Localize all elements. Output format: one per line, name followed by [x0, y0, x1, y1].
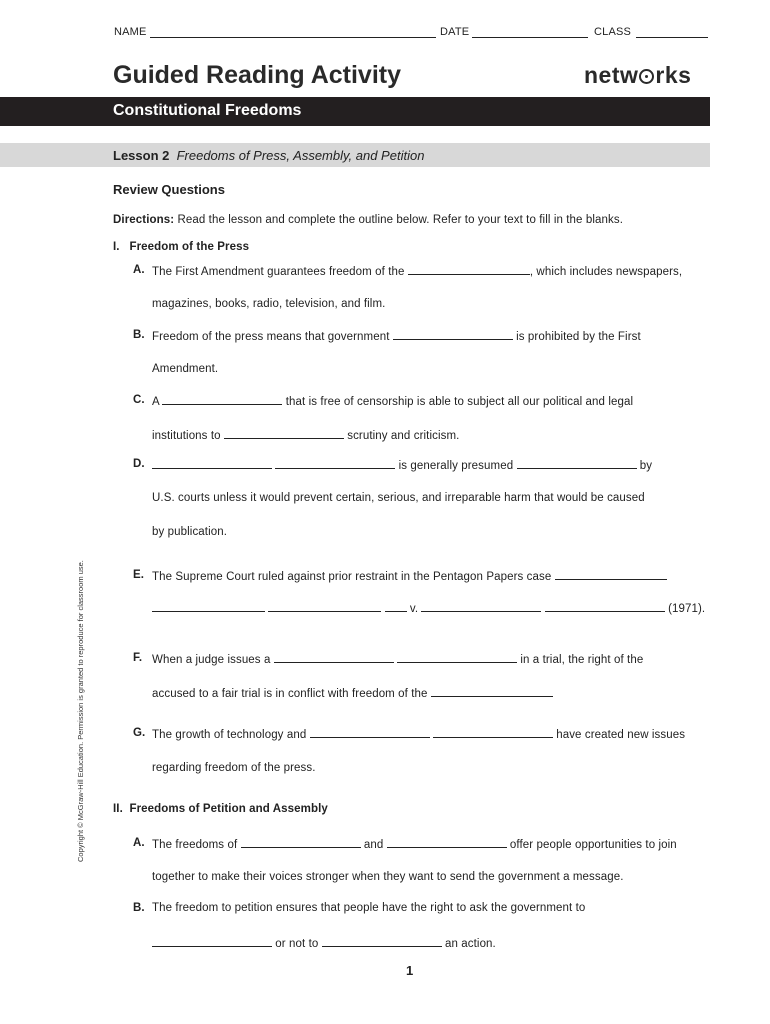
item-1c-text-1: A: [152, 396, 160, 408]
item-2a-text-3: offer people opportunities to join: [509, 839, 677, 851]
item-1g-text-2: have created new issues: [556, 729, 686, 741]
item-1g-text-1: The growth of technology and: [152, 729, 307, 741]
blank[interactable]: [408, 264, 530, 275]
item-1f-text-3: accused to a fair trial is in conflict with freedom of the: [152, 688, 428, 700]
blank[interactable]: [152, 458, 272, 469]
blank[interactable]: [224, 428, 344, 439]
blank[interactable]: [393, 329, 513, 340]
blank[interactable]: [152, 601, 265, 612]
item-2a-line-1: [152, 837, 677, 851]
chapter-banner: [0, 97, 710, 126]
blank[interactable]: [421, 601, 541, 612]
item-1d-line-2: U.S. courts unless it would prevent certain, serious, and irreparable harm that would be caused: [152, 492, 645, 504]
item-letter-g: G.: [133, 727, 146, 739]
item-1b-line-2: Amendment.: [152, 363, 219, 375]
logo-prefix: netw: [584, 62, 639, 88]
item-2b-text-1: or not to: [275, 938, 319, 950]
item-1b-text-1: Freedom of the press means that government: [152, 331, 390, 343]
chapter-title: Constitutional Freedoms: [113, 102, 302, 119]
date-label: DATE: [440, 26, 470, 38]
item-1a-text-1: The First Amendment guarantees freedom of the: [152, 266, 405, 278]
blank[interactable]: [433, 727, 553, 738]
item-2a-text-2: and: [363, 839, 384, 851]
lesson-label: Lesson 2: [113, 148, 170, 163]
item-1b-text-2: is prohibited by the First: [516, 331, 641, 343]
item-1c-text-2: that is free of censorship is able to subject all our political and legal: [285, 396, 634, 408]
item-1f-line-2: [152, 686, 553, 700]
page-title: Guided Reading Activity: [113, 61, 402, 89]
item-1e-text-2: v.: [409, 603, 419, 615]
blank[interactable]: [385, 601, 407, 612]
review-heading: Review Questions: [113, 182, 225, 197]
blank[interactable]: [517, 458, 637, 469]
page-number: 1: [406, 963, 414, 978]
blank[interactable]: [152, 936, 272, 947]
item-2a-text-1: The freedoms of: [152, 839, 238, 851]
item-1c-line-1: [152, 394, 633, 408]
item-1f-text-2: in a trial, the right of the: [520, 654, 644, 666]
item-1a-line-2: magazines, books, radio, television, and film.: [152, 298, 386, 310]
item-1g-line-2: regarding freedom of the press.: [152, 762, 316, 774]
lesson-bar: [0, 143, 710, 167]
blank[interactable]: [555, 569, 667, 580]
item-1d-text-2: by: [639, 460, 653, 472]
item-1c-text-4: scrutiny and criticism.: [347, 430, 460, 442]
directions-label: Directions:: [113, 214, 175, 226]
item-1c-line-2: [152, 428, 459, 442]
item-1e-text-3: (1971).: [668, 603, 706, 615]
item-letter-d: D.: [133, 458, 145, 470]
item-2-letter-a: A.: [133, 837, 145, 849]
networks-logo: [584, 62, 691, 89]
item-letter-a: A.: [133, 264, 145, 276]
blank[interactable]: [275, 458, 395, 469]
item-letter-e: E.: [133, 569, 145, 581]
class-field[interactable]: [636, 37, 708, 38]
item-2b-line-1: The freedom to petition ensures that people have the right to ask the government to: [152, 902, 586, 914]
item-1g-line-1: [152, 727, 685, 741]
logo-o-icon: [639, 69, 654, 84]
item-1d-text-1: is generally presumed: [398, 460, 514, 472]
section-1-heading: I. Freedom of the Press: [113, 241, 250, 253]
item-1e-line-2: [152, 601, 705, 615]
item-1a-line-1: [152, 264, 682, 278]
directions-text: Read the lesson and complete the outline below. Refer to your text to fill in the blanks.: [177, 214, 623, 226]
name-field[interactable]: [150, 37, 436, 38]
section-2-heading: II. Freedoms of Petition and Assembly: [113, 803, 328, 815]
item-letter-b: B.: [133, 329, 145, 341]
item-1b-line-1: [152, 329, 641, 343]
item-1e-text-1: The Supreme Court ruled against prior restraint in the Pentagon Papers case: [152, 571, 552, 583]
blank[interactable]: [241, 837, 361, 848]
item-1f-line-1: [152, 652, 643, 666]
item-letter-f: F.: [133, 652, 143, 664]
item-1c-text-3: institutions to: [152, 430, 221, 442]
blank[interactable]: [431, 686, 553, 697]
item-letter-c: C.: [133, 394, 145, 406]
date-field[interactable]: [472, 37, 588, 38]
lesson-name: Freedoms of Press, Assembly, and Petition: [176, 148, 425, 163]
class-label: CLASS: [594, 26, 632, 38]
item-1d-line-3: by publication.: [152, 526, 228, 538]
directions: [113, 214, 623, 226]
item-1f-text-1: When a judge issues a: [152, 654, 271, 666]
blank[interactable]: [268, 601, 381, 612]
blank[interactable]: [322, 936, 442, 947]
blank[interactable]: [274, 652, 394, 663]
item-2b-text-2: an action.: [444, 938, 496, 950]
name-label: NAME: [114, 26, 147, 38]
item-1a-text-2: , which includes newspapers,: [529, 266, 683, 278]
blank[interactable]: [387, 837, 507, 848]
copyright-notice: Copyright © McGraw-Hill Education. Permission is granted to reproduce for classroom use.: [76, 560, 85, 862]
item-2a-line-2: together to make their voices stronger when they want to send the government a message.: [152, 871, 624, 883]
blank[interactable]: [162, 394, 282, 405]
blank[interactable]: [310, 727, 430, 738]
blank[interactable]: [397, 652, 517, 663]
item-2-letter-b: B.: [133, 902, 145, 914]
item-1d-line-1: [152, 458, 652, 472]
item-1e-line-1: [152, 569, 667, 583]
item-2b-line-2: [152, 936, 496, 950]
logo-suffix: rks: [655, 62, 692, 88]
blank[interactable]: [545, 601, 665, 612]
